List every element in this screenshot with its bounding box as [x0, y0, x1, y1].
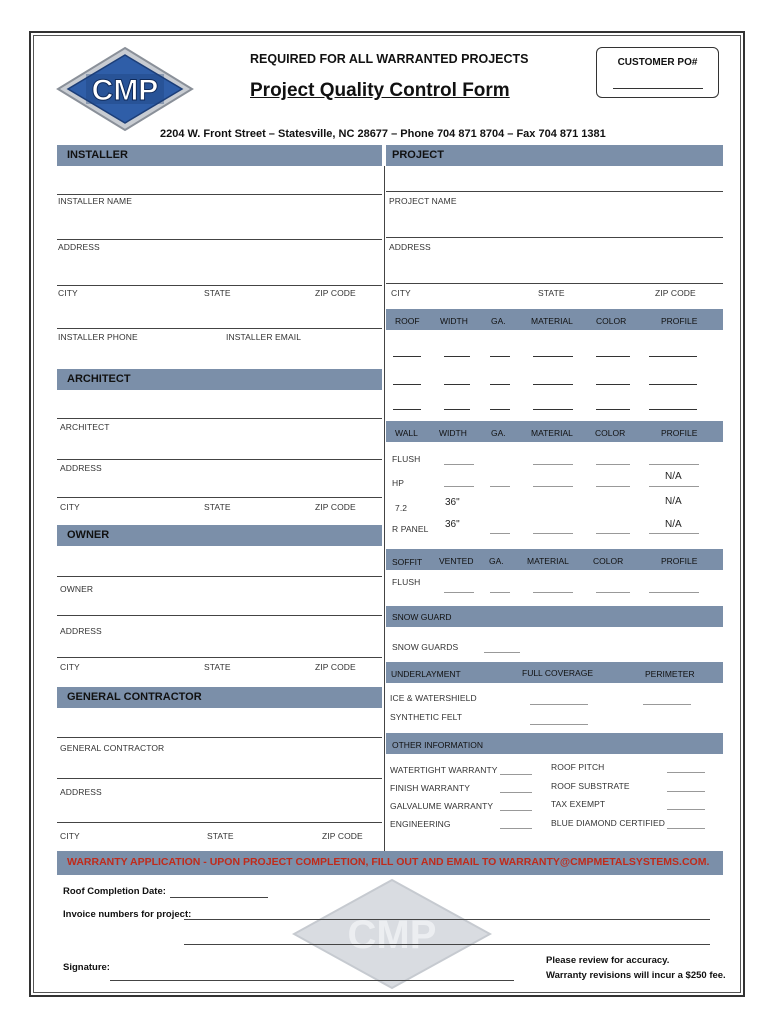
owner-section-title: OWNER: [67, 529, 110, 541]
ga-blank[interactable]: [490, 384, 510, 385]
installer-state-label: STATE: [204, 288, 231, 298]
installer-name-line[interactable]: [57, 194, 382, 195]
engineering-label: ENGINEERING: [390, 819, 451, 829]
roof-col-roof: ROOF: [395, 316, 420, 326]
width-blank[interactable]: [444, 384, 470, 385]
soffit-row-flush: FLUSH: [392, 577, 421, 587]
gc-address-label: ADDRESS: [60, 787, 102, 797]
roof-col-color: COLOR: [596, 316, 627, 326]
width-blank[interactable]: [444, 356, 470, 357]
architect-address-label: ADDRESS: [60, 463, 102, 473]
flush-profile-blank[interactable]: [649, 464, 699, 465]
completion-date-label: Roof Completion Date:: [63, 886, 166, 897]
completion-date-line[interactable]: [170, 897, 268, 898]
snow-guard-title: SNOW GUARD: [392, 612, 452, 622]
owner-city-label: CITY: [60, 662, 80, 672]
wall-72-profile-value: N/A: [665, 519, 682, 530]
soffit-material-blank[interactable]: [533, 592, 573, 593]
soffit-ga-blank[interactable]: [490, 592, 510, 593]
owner-address-label: ADDRESS: [60, 626, 102, 636]
hp-profile-blank[interactable]: [649, 486, 699, 487]
finish-warranty-label: FINISH WARRANTY: [390, 783, 471, 793]
project-section-title: PROJECT: [392, 149, 444, 161]
roof-pitch-blank[interactable]: [667, 772, 705, 773]
galvalume-warranty-blank[interactable]: [500, 810, 532, 811]
perimeter-col: PERIMETER: [645, 669, 695, 679]
roof-col-width: WIDTH: [440, 316, 468, 326]
ga-blank[interactable]: [490, 409, 510, 410]
full-coverage-col: FULL COVERAGE: [522, 668, 594, 678]
gc-section-bar: [57, 687, 382, 708]
project-state-label: STATE: [538, 288, 565, 298]
watertight-warranty-blank[interactable]: [500, 774, 532, 775]
form-title: Project Quality Control Form: [250, 80, 510, 101]
other-info-title: OTHER INFORMATION: [392, 740, 483, 750]
felt-full-blank[interactable]: [530, 724, 588, 725]
r-panel-color-blank[interactable]: [596, 533, 630, 534]
wall-col-profile: PROFILE: [661, 428, 698, 438]
roof-col-material: MATERIAL: [531, 316, 573, 326]
material-blank[interactable]: [533, 409, 573, 410]
architect-zip-label: ZIP CODE: [315, 502, 356, 512]
installer-phone-label: INSTALLER PHONE: [58, 332, 138, 342]
soffit-color-blank[interactable]: [596, 592, 630, 593]
r-panel-material-blank[interactable]: [533, 533, 573, 534]
hp-profile-value: N/A: [665, 496, 682, 507]
installer-address-label: ADDRESS: [58, 242, 100, 252]
material-blank[interactable]: [533, 356, 573, 357]
roof-col-ga: GA.: [491, 316, 506, 326]
invoice-numbers-label: Invoice numbers for project:: [63, 909, 192, 920]
required-heading: REQUIRED FOR ALL WARRANTED PROJECTS: [250, 52, 529, 66]
architect-section-bar: [57, 369, 382, 390]
r-panel-profile-blank[interactable]: [649, 533, 699, 534]
flush-profile-value: N/A: [665, 471, 682, 482]
installer-address-line[interactable]: [57, 239, 382, 240]
roof-substrate-blank[interactable]: [667, 791, 705, 792]
invoice-numbers-line-1[interactable]: [184, 919, 710, 920]
watertight-warranty-label: WATERTIGHT WARRANTY: [390, 765, 498, 775]
project-city-line[interactable]: [386, 283, 723, 284]
wall-col-width: WIDTH: [439, 428, 467, 438]
flush-width-blank[interactable]: [444, 464, 474, 465]
other-info-bar: [386, 733, 723, 754]
wall-row-hp: HP: [392, 478, 405, 488]
wall-row-72: 7.2: [395, 503, 408, 513]
project-zip-label: ZIP CODE: [655, 288, 696, 298]
owner-name-line[interactable]: [57, 576, 382, 577]
page-border-inner: [33, 35, 741, 993]
cmp-watermark-logo: [292, 878, 492, 990]
hp-width-blank[interactable]: [444, 486, 474, 487]
project-city-label: CITY: [391, 288, 411, 298]
installer-section-bar: [57, 145, 382, 166]
soffit-col-color: COLOR: [593, 556, 624, 566]
ice-watershield-label: ICE & WATERSHIELD: [390, 693, 477, 703]
hp-ga-blank[interactable]: [490, 486, 510, 487]
owner-name-label: OWNER: [60, 584, 94, 594]
architect-section-title: ARCHITECT: [67, 373, 131, 385]
tax-exempt-blank[interactable]: [667, 809, 705, 810]
installer-email-label: INSTALLER EMAIL: [226, 332, 302, 342]
wall-row-flush: FLUSH: [392, 454, 421, 464]
soffit-col-soffit: SOFFIT: [392, 557, 423, 567]
svg-text:CMP: CMP: [347, 913, 437, 957]
soffit-col-vented: VENTED: [439, 556, 474, 566]
owner-address-line[interactable]: [57, 615, 382, 616]
project-address-label: ADDRESS: [389, 242, 431, 252]
warranty-banner: [57, 851, 723, 875]
color-blank[interactable]: [596, 384, 630, 385]
installer-name-label: INSTALLER NAME: [58, 196, 132, 206]
company-address: 2204 W. Front Street – Statesville, NC 28677 – Phone 704 871 8704 – Fax 704 871 1381: [160, 128, 606, 140]
architect-name-label: ARCHITECT: [60, 422, 110, 432]
roof-blank[interactable]: [393, 409, 421, 410]
ice-full-blank[interactable]: [530, 704, 588, 705]
soffit-col-profile: PROFILE: [661, 556, 698, 566]
installer-zip-label: ZIP CODE: [315, 288, 356, 298]
r-panel-width-value: 36": [445, 519, 460, 530]
architect-city-label: CITY: [60, 502, 80, 512]
installer-phone-line[interactable]: [57, 328, 382, 329]
galvalume-warranty-label: GALVALUME WARRANTY: [390, 801, 494, 811]
blue-diamond-label: BLUE DIAMOND CERTIFIED: [551, 818, 665, 828]
profile-blank[interactable]: [649, 356, 697, 357]
wall-72-width-value: 36": [445, 497, 460, 508]
roof-col-profile: PROFILE: [661, 316, 698, 326]
cmp-logo: [56, 46, 194, 132]
owner-section-bar: [57, 525, 382, 546]
signature-label: Signature:: [63, 962, 110, 973]
flush-color-blank[interactable]: [596, 464, 630, 465]
tax-exempt-label: TAX EXEMPT: [551, 799, 606, 809]
snow-guards-label: SNOW GUARDS: [392, 642, 459, 652]
owner-state-label: STATE: [204, 662, 231, 672]
architect-name-line[interactable]: [57, 418, 382, 419]
roof-pitch-label: ROOF PITCH: [551, 762, 605, 772]
roof-substrate-label: ROOF SUBSTRATE: [551, 781, 630, 791]
signature-line[interactable]: [110, 980, 514, 981]
hp-material-blank[interactable]: [533, 486, 573, 487]
gc-zip-label: ZIP CODE: [322, 831, 363, 841]
soffit-col-ga: GA.: [489, 556, 504, 566]
flush-material-blank[interactable]: [533, 464, 573, 465]
hp-color-blank[interactable]: [596, 486, 630, 487]
material-blank[interactable]: [533, 384, 573, 385]
soffit-profile-blank[interactable]: [649, 592, 699, 593]
customer-po-box[interactable]: [596, 47, 719, 98]
warranty-banner-text: WARRANTY APPLICATION - UPON PROJECT COMPLETION, FILL OUT AND EMAIL TO WARRANTY@CMPMETALSYSTEMS.COM.: [67, 856, 710, 868]
snow-guards-blank[interactable]: [484, 652, 520, 653]
project-name-line[interactable]: [386, 191, 723, 192]
color-blank[interactable]: [596, 356, 630, 357]
finish-warranty-blank[interactable]: [500, 792, 532, 793]
owner-city-line[interactable]: [57, 657, 382, 658]
project-section-bar: [386, 145, 723, 166]
synthetic-felt-label: SYNTHETIC FELT: [390, 712, 463, 722]
snow-guard-bar: [386, 606, 723, 627]
architect-city-line[interactable]: [57, 497, 382, 498]
installer-section-title: INSTALLER: [67, 149, 128, 161]
wall-row-r-panel: R PANEL: [392, 524, 429, 534]
installer-city-line[interactable]: [57, 285, 382, 286]
roof-blank[interactable]: [393, 356, 421, 357]
blue-diamond-blank[interactable]: [667, 828, 705, 829]
wall-col-color: COLOR: [595, 428, 626, 438]
wall-col-wall: WALL: [395, 428, 418, 438]
architect-state-label: STATE: [204, 502, 231, 512]
gc-city-label: CITY: [60, 831, 80, 841]
gc-state-label: STATE: [207, 831, 234, 841]
gc-name-label: GENERAL CONTRACTOR: [60, 743, 165, 753]
project-name-label: PROJECT NAME: [389, 196, 457, 206]
installer-city-label: CITY: [58, 288, 78, 298]
profile-blank[interactable]: [649, 409, 697, 410]
color-blank[interactable]: [596, 409, 630, 410]
customer-po-label: CUSTOMER PO#: [617, 57, 698, 68]
soffit-vented-blank[interactable]: [444, 592, 474, 593]
roof-blank[interactable]: [393, 384, 421, 385]
customer-po-line: [613, 88, 703, 89]
engineering-blank[interactable]: [500, 828, 532, 829]
gc-city-line[interactable]: [57, 822, 382, 823]
underlayment-col: UNDERLAYMENT: [391, 669, 461, 679]
column-divider: [384, 166, 385, 852]
gc-name-line[interactable]: [57, 737, 382, 738]
architect-address-line[interactable]: [57, 459, 382, 460]
r-panel-ga-blank[interactable]: [490, 533, 510, 534]
svg-text:CMP: CMP: [91, 74, 159, 107]
invoice-numbers-line-2[interactable]: [184, 944, 710, 945]
review-note: Please review for accuracy.: [546, 955, 670, 966]
project-address-line[interactable]: [386, 237, 723, 238]
ice-perimeter-blank[interactable]: [643, 704, 691, 705]
soffit-col-material: MATERIAL: [527, 556, 569, 566]
gc-section-title: GENERAL CONTRACTOR: [67, 691, 202, 703]
wall-col-ga: GA.: [491, 428, 506, 438]
wall-col-material: MATERIAL: [531, 428, 573, 438]
width-blank[interactable]: [444, 409, 470, 410]
revision-fee-note: Warranty revisions will incur a $250 fee.: [546, 970, 726, 981]
gc-address-line[interactable]: [57, 778, 382, 779]
ga-blank[interactable]: [490, 356, 510, 357]
owner-zip-label: ZIP CODE: [315, 662, 356, 672]
profile-blank[interactable]: [649, 384, 697, 385]
